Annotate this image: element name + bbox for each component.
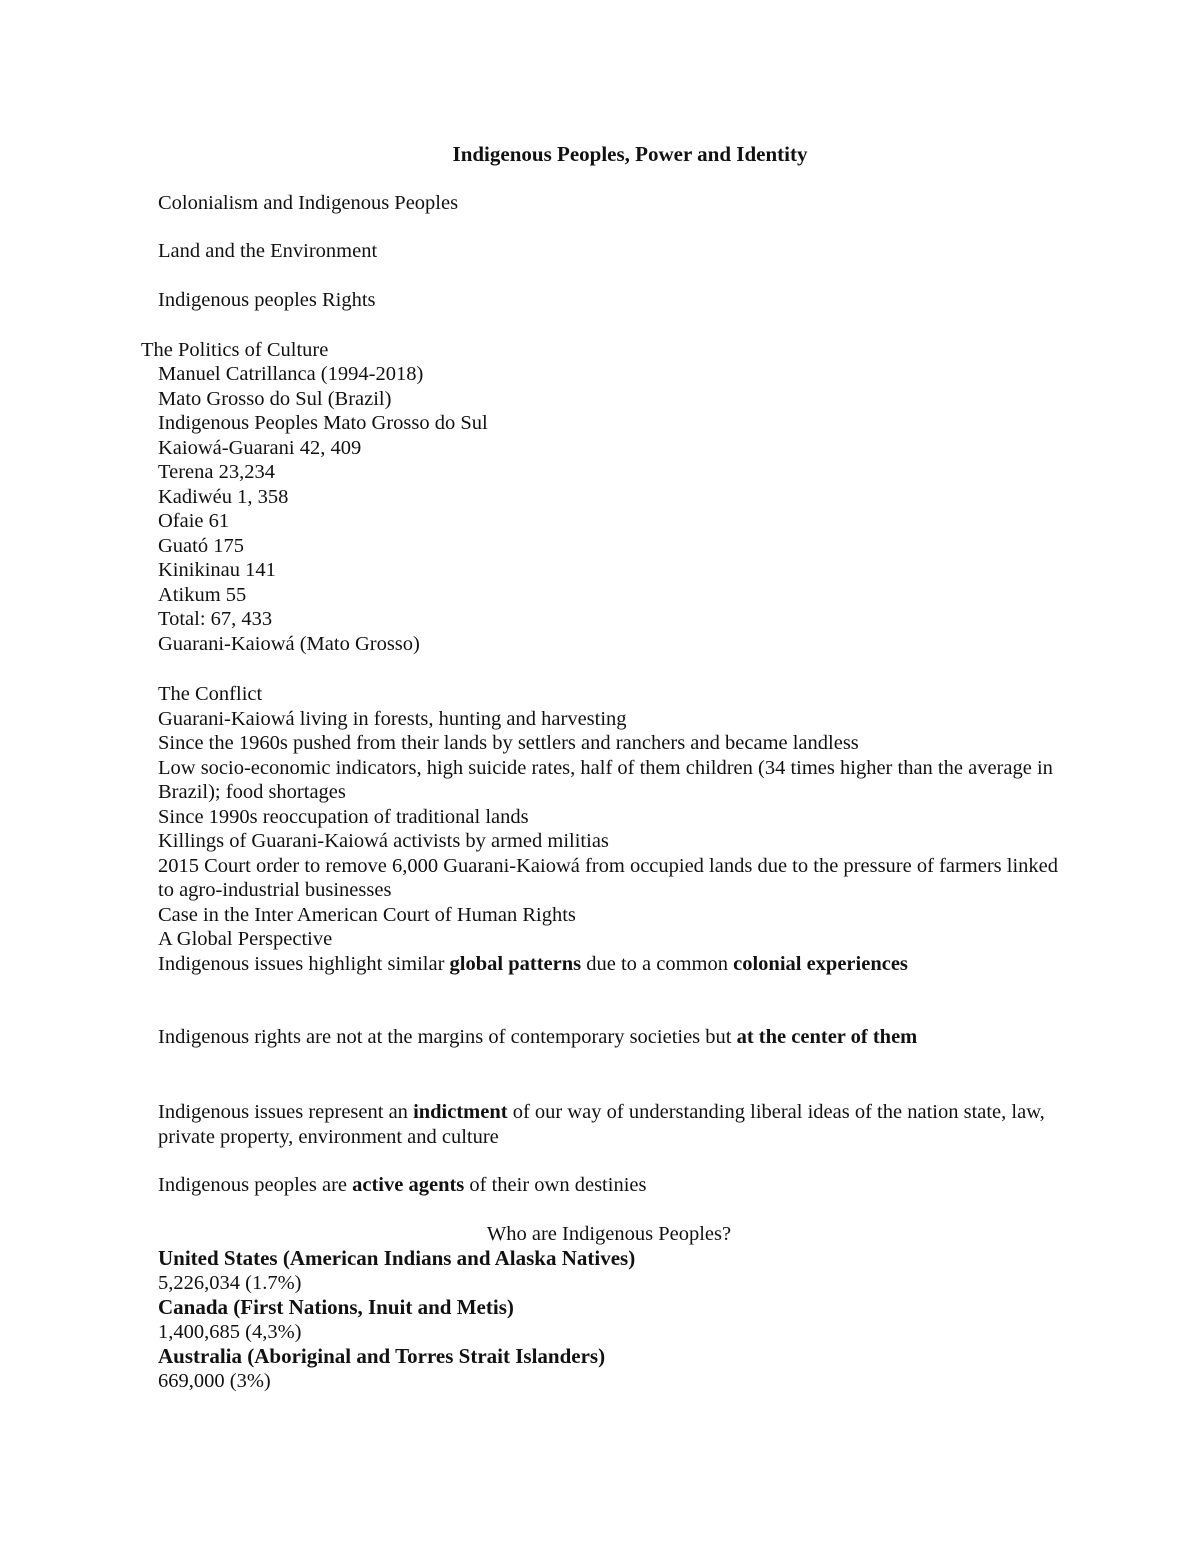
country-statistics (158, 1246, 1058, 1393)
country-figure-australia: 669,000 (3%) (158, 1369, 271, 1392)
list-item: Kaiowá-Guarani 42, 409 (158, 436, 362, 459)
list-item: Mato Grosso do Sul (Brazil) (158, 387, 392, 410)
list-item: Kinikinau 141 (158, 559, 276, 581)
country-figure-us: 5,226,034 (1.7%) (158, 1271, 302, 1294)
list-item: Manuel Catrillanca (1994-2018) (158, 363, 424, 385)
list-item: Total: 67, 433 (158, 608, 273, 630)
topic-land-environment: Land and the Environment (158, 240, 378, 262)
list-item: Since the 1960s pushed from their lands by settlers and ranchers and became landless (158, 732, 859, 754)
paragraph-center-of-societies (158, 1025, 1038, 1050)
emphasis-text: indictment (413, 1101, 508, 1123)
topic-indigenous-rights: Indigenous peoples Rights (158, 289, 376, 311)
list-item: Case in the Inter American Court of Human Rights (158, 903, 576, 926)
list-item: 2015 Court order to remove 6,000 Guarani-Kaiowá from occupied lands due to the pressure of farmers linked to agro-industrial businesses (158, 854, 1059, 901)
page-title: Indigenous Peoples, Power and Identity (452, 142, 808, 166)
paragraph-text: of our way of understanding liberal ideas of the nation state, law, private property, environment and culture (158, 1101, 1045, 1148)
list-item: Guarani-Kaiowá (Mato Grosso) (158, 632, 420, 655)
country-name-canada: Canada (First Nations, Inuit and Metis) (158, 1295, 514, 1319)
list-item: Guarani-Kaiowá living in forests, hunting and harvesting (158, 707, 627, 730)
who-heading: Who are Indigenous Peoples? (486, 1223, 732, 1245)
list-item: Guató 175 (158, 534, 244, 557)
paragraph-text: Indigenous rights are not at the margins of contemporary societies but (158, 1026, 737, 1048)
list-item: Indigenous Peoples Mato Grosso do Sul (158, 412, 488, 434)
paragraph-text: Indigenous issues highlight similar (158, 953, 450, 975)
emphasis-text: active agents (352, 1174, 465, 1196)
topic-colonialism: Colonialism and Indigenous Peoples (158, 192, 459, 214)
list-item: Low socio-economic indicators, high suicide rates, half of them children (34 times higher than the average in Brazil); food shortages (158, 756, 1053, 803)
list-item: Killings of Guarani-Kaiowá activists by armed militias (158, 830, 609, 852)
list-item: A Global Perspective (158, 928, 333, 950)
paragraph-text: of their own destinies (464, 1174, 647, 1196)
paragraph-text: due to a common (581, 953, 734, 975)
emphasis-text: colonial experiences (733, 953, 908, 975)
paragraph-text: Indigenous peoples are (158, 1174, 353, 1196)
list-item: Ofaie 61 (158, 510, 230, 532)
conflict-heading: The Conflict (158, 683, 263, 705)
list-item: Atikum 55 (158, 583, 247, 606)
paragraph-text: Indigenous issues represent an (158, 1101, 414, 1123)
politics-list (158, 362, 1078, 656)
country-figure-canada: 1,400,685 (4,3%) (158, 1320, 302, 1343)
country-name-us: United States (American Indians and Alaska Natives) (158, 1246, 636, 1270)
emphasis-text: global patterns (449, 953, 582, 975)
paragraph-indictment (158, 1100, 1063, 1149)
politics-heading: The Politics of Culture (141, 339, 329, 361)
paragraph-active-agents (158, 1173, 1063, 1198)
list-item: Terena 23,234 (158, 461, 275, 483)
country-name-australia: Australia (Aboriginal and Torres Strait Islanders) (158, 1344, 606, 1368)
list-item: Kadiwéu 1, 358 (158, 485, 289, 508)
emphasis-text: at the center of them (736, 1026, 918, 1048)
paragraph-global-patterns (158, 952, 958, 977)
conflict-section (158, 682, 1063, 952)
list-item: Since 1990s reoccupation of traditional lands (158, 805, 529, 828)
